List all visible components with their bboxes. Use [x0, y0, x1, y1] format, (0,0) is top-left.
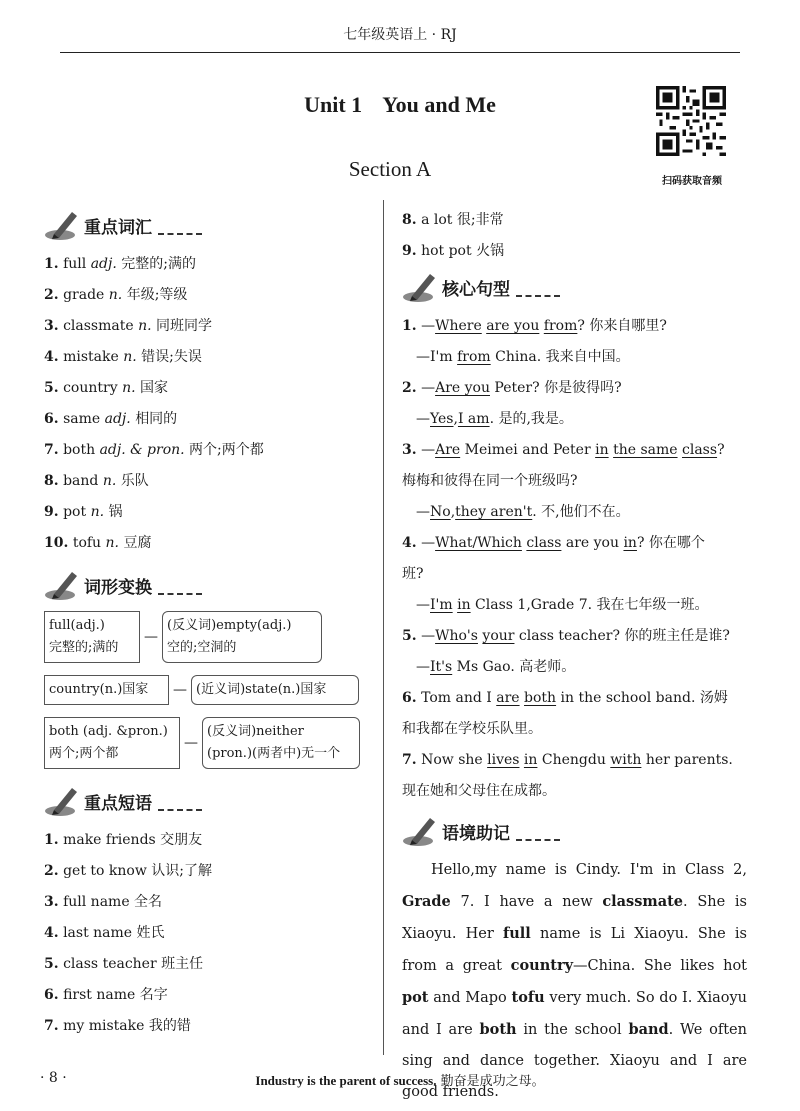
wordform-box: country(n.)国家	[44, 675, 169, 705]
heading-dash	[158, 809, 202, 811]
wordform-box: full(adj.) 完整的;满的	[44, 611, 140, 663]
heading-dash	[516, 295, 560, 297]
list-item: 5. class teacher 班主任	[44, 956, 204, 972]
sentence-q: 5. —Who's your class teacher? 你的班主任是谁?	[402, 628, 730, 644]
list-item: 8. a lot 很;非常	[402, 212, 504, 228]
list-item: 3. classmate n. 同班同学	[44, 318, 213, 334]
right-column	[402, 205, 747, 1108]
heading-dash	[158, 233, 202, 235]
sentence-a: —No,they aren't. 不,他们不在。	[416, 504, 630, 520]
list-item: 10. tofu n. 豆腐	[44, 535, 152, 551]
list-item: 5. country n. 国家	[44, 380, 168, 396]
sentence-a: —It's Ms Gao. 高老师。	[416, 659, 576, 675]
vocab-list	[44, 249, 364, 559]
sentence-q: 4. —What/Which class are you in? 你在哪个	[402, 535, 705, 551]
list-item: 6. first name 名字	[44, 987, 168, 1003]
footer-motto: Industry is the parent of success. 勤奋是成功之母。	[255, 1073, 545, 1089]
qr-label: 扫码获取音频	[662, 176, 722, 187]
wordform-box: (近义词)state(n.)国家	[191, 675, 359, 705]
unit-number: Unit 1	[304, 92, 363, 117]
page-header: 七年级英语上 · RJ	[343, 27, 457, 43]
link-dash: —	[184, 735, 198, 751]
header-rule	[60, 52, 740, 53]
sentences-heading-text: 核心句型	[442, 279, 510, 300]
list-item: 7. my mistake 我的错	[44, 1018, 191, 1034]
sentence-a: —I'm from China. 我来自中国。	[416, 349, 630, 365]
wordforms-heading	[44, 565, 364, 605]
sentence-q: 2. —Are you Peter? 你是彼得吗?	[402, 380, 622, 396]
list-item: 6. same adj. 相同的	[44, 411, 178, 427]
wordforms-heading-text: 词形变换	[84, 577, 152, 598]
pencil-icon	[44, 568, 80, 602]
phrase-list	[44, 825, 364, 1042]
sentence: 6. Tom and I are both in the school band. 汤姆	[402, 690, 728, 706]
list-item: 7. both adj. & pron. 两个;两个都	[44, 442, 264, 458]
list-item: 9. hot pot 火锅	[402, 243, 505, 259]
sentence-q: 1. —Where are you from? 你来自哪里?	[402, 318, 667, 334]
wordform-box: (反义词)empty(adj.) 空的;空洞的	[162, 611, 322, 663]
wordform-row-3	[44, 717, 364, 769]
sentence-list	[402, 311, 747, 807]
wordform-row-1	[44, 611, 364, 663]
left-column	[44, 205, 364, 1042]
sentence-cn: 梅梅和彼得在同一个班级吗?	[402, 473, 578, 489]
vocab-heading-text: 重点词汇	[84, 217, 152, 238]
list-item: 9. pot n. 锅	[44, 504, 123, 520]
sentence-cn: 现在她和父母住在成都。	[402, 783, 556, 799]
list-item: 4. last name 姓氏	[44, 925, 165, 941]
sentence-a: —I'm in Class 1,Grade 7. 我在七年级一班。	[416, 597, 709, 613]
list-item: 4. mistake n. 错误;失误	[44, 349, 202, 365]
unit-name: You and Me	[382, 92, 496, 117]
pencil-icon	[44, 784, 80, 818]
context-heading-text: 语境助记	[442, 823, 510, 844]
sentence-q: 3. —Are Meimei and Peter in the same class?	[402, 442, 725, 458]
list-item: 2. get to know 认识;了解	[44, 863, 212, 879]
phrases-heading	[44, 781, 364, 821]
wordform-box: (反义词)neither (pron.)(两者中)无一个	[202, 717, 360, 769]
sentence-cn: 班?	[402, 566, 424, 582]
wordform-row-2	[44, 675, 364, 705]
column-divider	[383, 200, 384, 1055]
list-item: 3. full name 全名	[44, 894, 163, 910]
link-dash: —	[144, 629, 158, 645]
list-item: 1. make friends 交朋友	[44, 832, 203, 848]
phrases-heading-text: 重点短语	[84, 793, 152, 814]
wordform-box: both (adj. &pron.) 两个;两个都	[44, 717, 180, 769]
vocab-heading	[44, 205, 364, 245]
sentences-heading	[402, 267, 747, 307]
list-item: 2. grade n. 年级;等级	[44, 287, 188, 303]
heading-dash	[516, 839, 560, 841]
pencil-icon	[44, 208, 80, 242]
sentence-cn: 和我都在学校乐队里。	[402, 721, 542, 737]
page-number: · 8 ·	[40, 1070, 67, 1086]
sentence-a: —Yes,I am. 是的,我是。	[416, 411, 573, 427]
context-heading	[402, 811, 747, 851]
qr-code-icon[interactable]	[656, 86, 726, 156]
pencil-icon	[402, 270, 438, 304]
list-item: 8. band n. 乐队	[44, 473, 149, 489]
link-dash: —	[173, 682, 187, 698]
list-item: 1. full adj. 完整的;满的	[44, 256, 196, 272]
pencil-icon	[402, 814, 438, 848]
context-paragraph: Hello,my name is Cindy. I'm in Class 2, Grade 7. I have a new classmate. She is Xiaoyu. Her full name is Li Xiaoyu. She is from a great country—China. She likes hot pot and Mapo tofu very much. So do I. Xiaoyu and I are both in the school band. We often sing and dance together. Xiaoyu and I are good friends.	[402, 862, 748, 1100]
heading-dash	[158, 593, 202, 595]
sentence: 7. Now she lives in Chengdu with her parents.	[402, 752, 733, 768]
section-title: Section A	[348, 157, 432, 181]
